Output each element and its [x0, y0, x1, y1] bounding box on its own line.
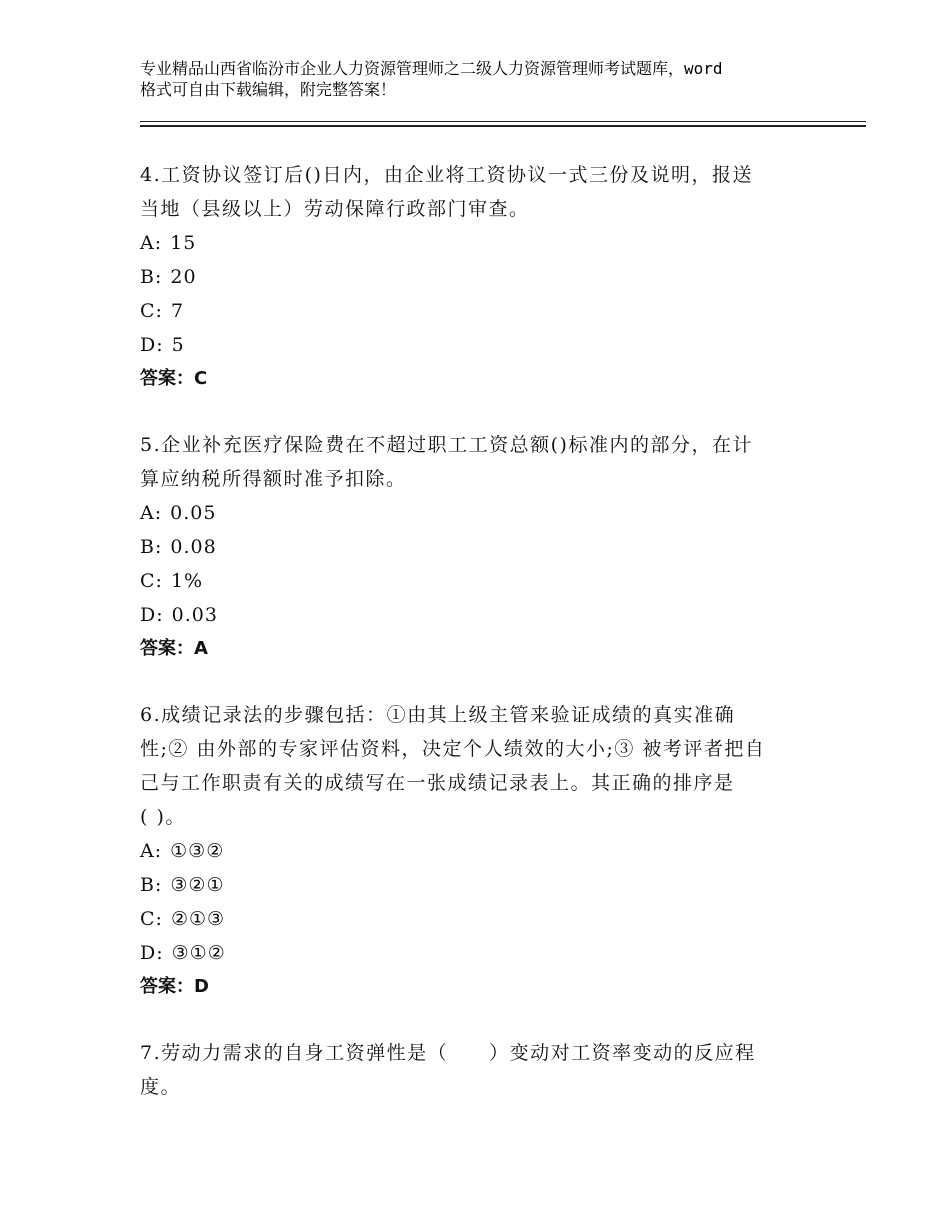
option-key: C: — [140, 908, 163, 930]
header-divider-thin — [140, 121, 866, 122]
answer-value: C — [194, 368, 208, 389]
option-c — [140, 902, 810, 936]
option-c — [140, 564, 810, 598]
option-text: 7 — [170, 300, 185, 322]
option-text: ②①③ — [170, 908, 226, 930]
header-title-line-1: 专业精品山西省临汾市企业人力资源管理师之二级人力资源管理师考试题库，word — [140, 59, 723, 78]
option-d — [140, 598, 810, 632]
option-text: 0.05 — [170, 502, 217, 524]
option-a — [140, 496, 810, 530]
answer-label: 答案： — [140, 368, 194, 389]
option-key: A: — [140, 840, 163, 862]
answer-value: D — [194, 976, 209, 997]
option-text: ③①② — [171, 942, 226, 964]
option-a — [140, 226, 810, 260]
question-stem-line: 算应纳税所得额时准予扣除。 — [140, 468, 407, 490]
option-key: B: — [140, 874, 163, 896]
question-stem-line: 7.劳动力需求的自身工资弹性是（ ）变动对工资率变动的反应程 — [140, 1042, 756, 1064]
option-key: A: — [140, 502, 163, 524]
header-title-line-2: 格式可自由下载编辑，附完整答案！ — [140, 80, 397, 99]
document-header — [140, 58, 830, 100]
option-key: C: — [140, 300, 163, 322]
option-text: 20 — [170, 266, 197, 288]
question-stem-line: 5.企业补充医疗保险费在不超过职工工资总额()标准内的部分，在计 — [140, 434, 753, 456]
option-key: D: — [140, 334, 164, 356]
option-text: ①③② — [170, 840, 225, 862]
answer-label: 答案： — [140, 976, 194, 997]
question-stem-line: ( )。 — [140, 806, 186, 828]
option-text: 15 — [170, 232, 197, 254]
question-stem-line: 当地（县级以上）劳动保障行政部门审查。 — [140, 198, 530, 220]
option-text: 0.08 — [170, 536, 217, 558]
question-stem-line: 性;② 由外部的专家评估资料，决定个人绩效的大小;③ 被考评者把自 — [140, 738, 766, 760]
answer — [140, 632, 810, 666]
option-c — [140, 294, 810, 328]
option-text: ③②① — [170, 874, 225, 896]
option-b — [140, 260, 810, 294]
option-b — [140, 530, 810, 564]
answer — [140, 970, 810, 1004]
option-key: C: — [140, 570, 163, 592]
question-list — [140, 158, 810, 1136]
question-4 — [140, 158, 810, 396]
option-key: B: — [140, 536, 163, 558]
question-stem-line: 6.成绩记录法的步骤包括：①由其上级主管来验证成绩的真实准确 — [140, 704, 736, 726]
option-a — [140, 834, 810, 868]
question-stem-line: 己与工作职责有关的成绩写在一张成绩记录表上。其正确的排序是 — [140, 772, 735, 794]
question-7 — [140, 1036, 810, 1104]
option-d — [140, 936, 810, 970]
question-5 — [140, 428, 810, 666]
option-text: 5 — [171, 334, 185, 356]
option-text: 0.03 — [171, 604, 218, 626]
option-key: D: — [140, 942, 164, 964]
question-stem-line: 4.工资协议签订后()日内，由企业将工资协议一式三份及说明，报送 — [140, 164, 753, 186]
answer-value: A — [194, 638, 208, 659]
answer-label: 答案： — [140, 638, 194, 659]
answer — [140, 362, 810, 396]
option-d — [140, 328, 810, 362]
question-6 — [140, 698, 810, 1004]
option-key: A: — [140, 232, 163, 254]
option-key: B: — [140, 266, 163, 288]
option-b — [140, 868, 810, 902]
question-stem-line: 度。 — [140, 1076, 182, 1098]
option-key: D: — [140, 604, 164, 626]
header-divider-thick — [140, 125, 866, 127]
option-text: 1% — [170, 570, 204, 592]
